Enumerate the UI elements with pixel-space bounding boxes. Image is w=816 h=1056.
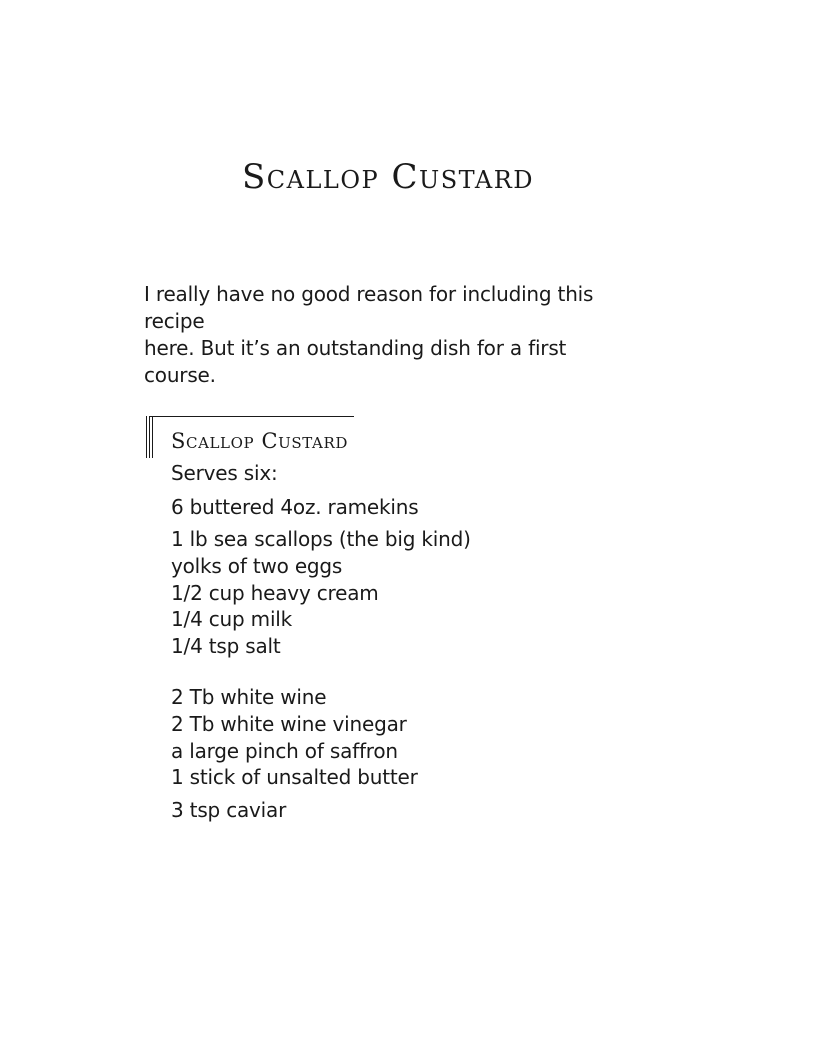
recipe-margin-bars (144, 416, 156, 458)
recipe-garnish: 3 tsp caviar (171, 798, 287, 822)
ingredient-item: yolks of two eggs (171, 554, 343, 578)
intro-line-1: I really have no good reason for including this recipe (144, 282, 594, 333)
recipe-equipment: 6 buttered 4oz. ramekins (171, 495, 419, 519)
ingredient-item: 2 Tb white wine vinegar (171, 712, 407, 736)
recipe-serves: Serves six: (171, 461, 278, 485)
ingredient-item: 2 Tb white wine (171, 685, 327, 709)
page-title: Scallop Custard (241, 157, 535, 197)
ingredient-item: 1/2 cup heavy cream (171, 581, 379, 605)
recipe-top-rule (149, 416, 354, 417)
intro-line-2: here. But it’s an outstanding dish for a first course. (144, 336, 567, 387)
intro-paragraph (144, 281, 644, 389)
ingredient-item: 1 stick of unsalted butter (171, 765, 418, 789)
ingredient-item: a large pinch of saffron (171, 739, 398, 763)
recipe-box (144, 416, 644, 856)
ingredient-item: 1 lb sea scallops (the big kind) (171, 527, 471, 551)
recipe-title: Scallop Custard (171, 429, 349, 453)
ingredient-item: 1/4 tsp salt (171, 634, 281, 658)
ingredient-item: 1/4 cup milk (171, 607, 293, 631)
